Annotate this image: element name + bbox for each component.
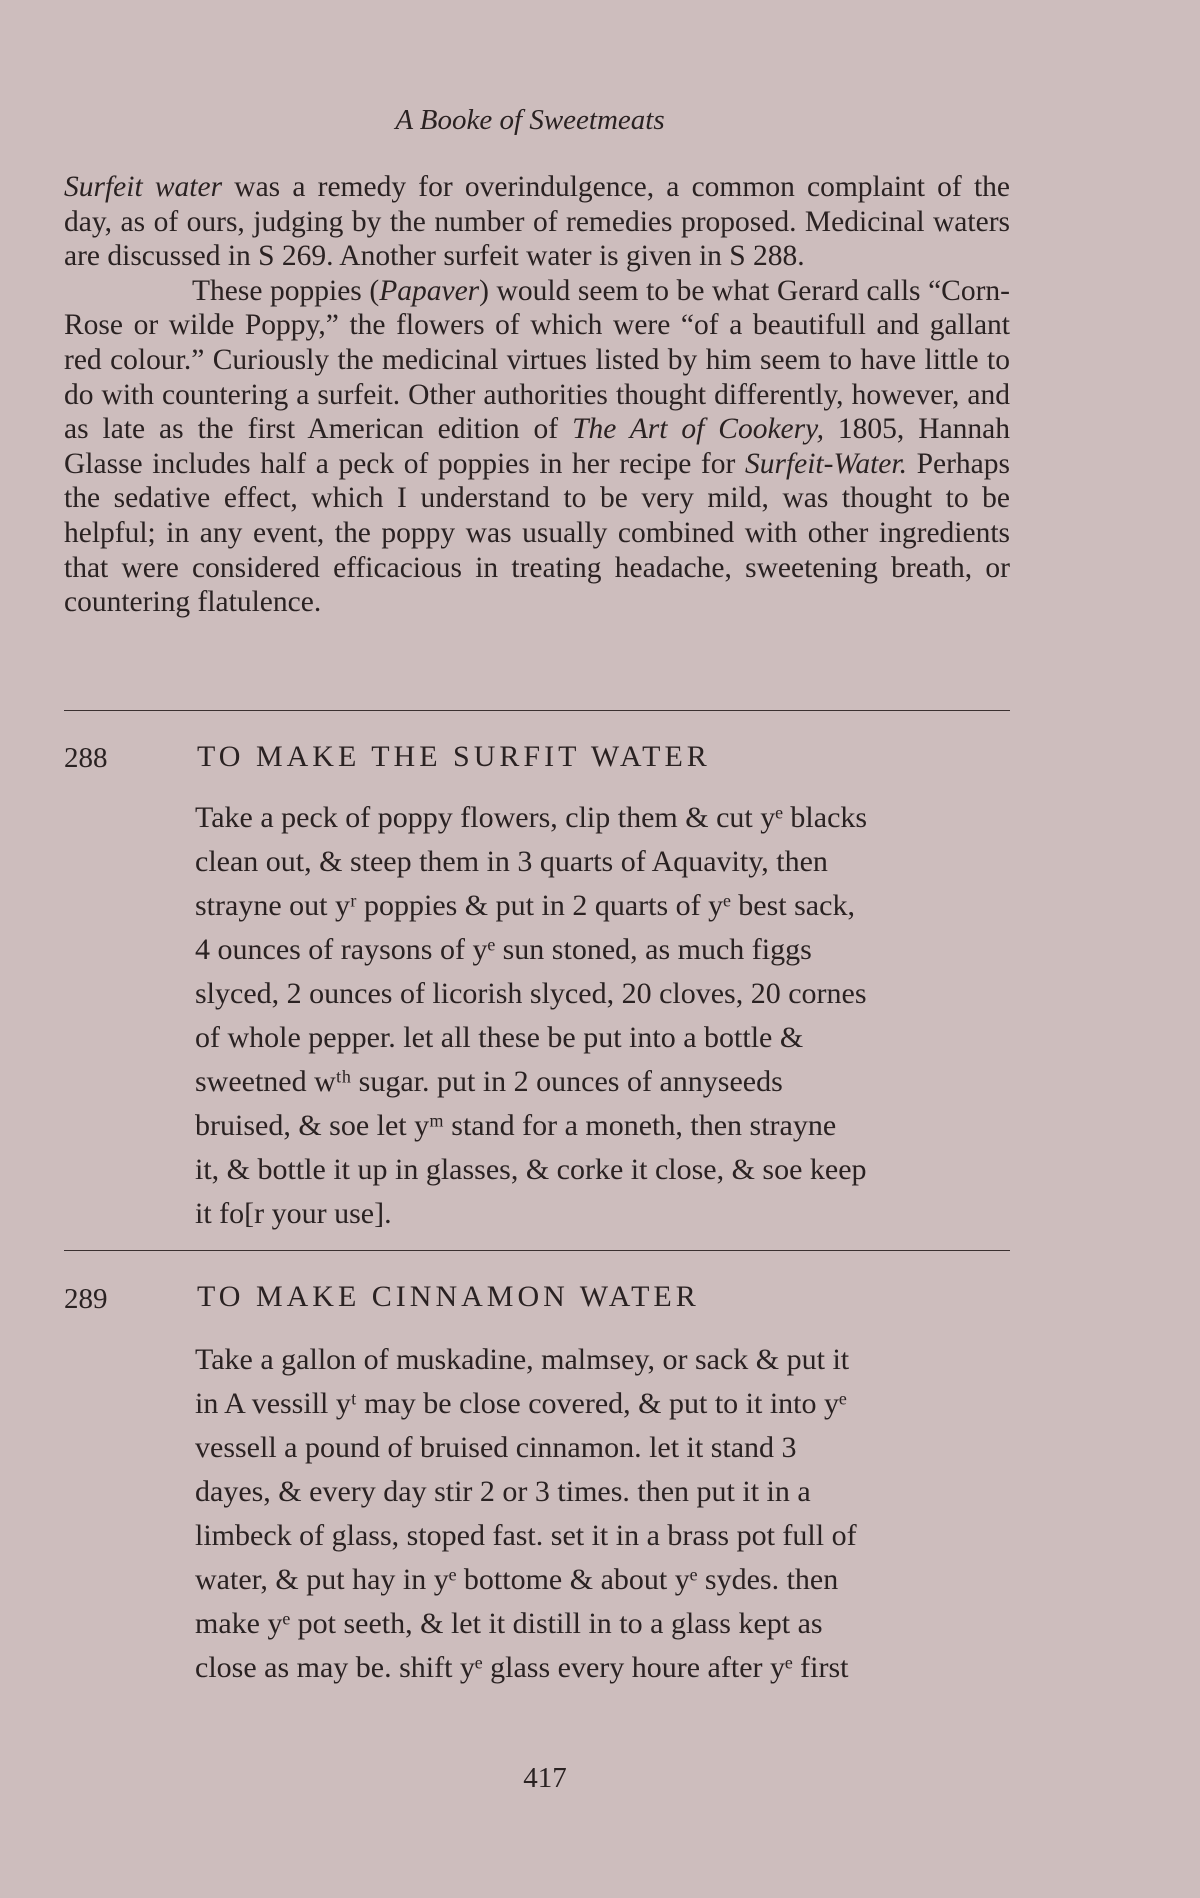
genus-name: Papaver: [379, 274, 480, 307]
recipe-title: TO MAKE THE SURFIT WATER: [197, 740, 711, 773]
section-divider: [64, 710, 1010, 711]
recipe-line: Take a gallon of muskadine, malmsey, or sack & put it: [195, 1343, 850, 1376]
recipe-line: make yᵉ pot seeth, & let it distill in to a glass kept as: [195, 1607, 823, 1640]
recipe-line: limbeck of glass, stoped fast. set it in a brass pot full of: [195, 1519, 857, 1552]
recipe-line: it fo[r your use].: [195, 1197, 392, 1230]
recipe-line: close as may be. shift yᵉ glass every houre after yᵉ first: [195, 1651, 849, 1684]
recipe-line: of whole pepper. let all these be put into a bottle &: [195, 1021, 804, 1054]
recipe-line: in A vessill yᵗ may be close covered, & put to it into yᵉ: [195, 1387, 847, 1420]
commentary-paragraph-2: These poppies (Papaver) would seem to be what Gerard calls “Corn-Rose or wilde Poppy,” the flowers of which were “of a beautifull and gallant red colour.” Curiously the medicinal virtues listed by him seem to have little to do with countering a surfeit. Other authorities thought differently, however, and as late as the first American edition of The Art of Cookery, 1805, Hannah Glasse includes half a peck of poppies in her recipe for Surfeit-Water. Perhaps the sedative effect, which I understand to be very mild, was thought to be helpful; in any event, the poppy was usually combined with other ingredients that were considered efficacious in treating headache, sweetening breath, or countering flatulence.: [64, 274, 1011, 619]
running-head: A Booke of Sweetmeats: [395, 104, 665, 136]
commentary: [64, 170, 1010, 620]
recipe-line: dayes, & every day stir 2 or 3 times. then put it in a: [195, 1475, 811, 1508]
recipe-line: slyced, 2 ounces of licorish slyced, 20 cloves, 20 cornes: [195, 977, 867, 1010]
recipe-line: vessell a pound of bruised cinnamon. let it stand 3: [195, 1431, 797, 1464]
section-divider: [64, 1250, 1010, 1251]
recipe-line: Take a peck of poppy flowers, clip them & cut yᵉ blacks: [195, 801, 868, 834]
recipe-line: strayne out yʳ poppies & put in 2 quarts of yᵉ best sack,: [195, 889, 855, 922]
recipe-title: TO MAKE CINNAMON WATER: [197, 1280, 700, 1313]
term-surfeit-water: Surfeit water: [64, 171, 223, 203]
recipe-line: water, & put hay in yᵉ bottome & about yᵉ sydes. then: [195, 1563, 839, 1596]
book-title: The Art of Cookery,: [572, 413, 824, 446]
recipe-text: [195, 1338, 1015, 1690]
recipe-line: clean out, & steep them in 3 quarts of Aquavity, then: [195, 845, 828, 878]
recipe-name: Surfeit-Water.: [744, 447, 907, 480]
recipe-line: it, & bottle it up in glasses, & corke it close, & soe keep: [195, 1153, 867, 1186]
commentary-paragraph-1: Surfeit water was a remedy for overindulgence, a common complaint of the day, as of ours, judging by the number of remedies proposed. Medicinal waters are discussed in S 269. Another surfeit water is given in S 288.: [64, 171, 1010, 273]
page-number: 417: [523, 1762, 567, 1794]
recipe-line: sweetned wᵗʰ sugar. put in 2 ounces of annyseeds: [195, 1065, 783, 1098]
recipe-line: 4 ounces of raysons of yᵉ sun stoned, as much figgs: [195, 933, 812, 966]
recipe-line: bruised, & soe let yᵐ stand for a moneth, then strayne: [195, 1109, 837, 1142]
recipe-number: 289: [64, 1283, 108, 1315]
recipe-number: 288: [64, 742, 108, 774]
recipe-text: [195, 796, 1015, 1236]
